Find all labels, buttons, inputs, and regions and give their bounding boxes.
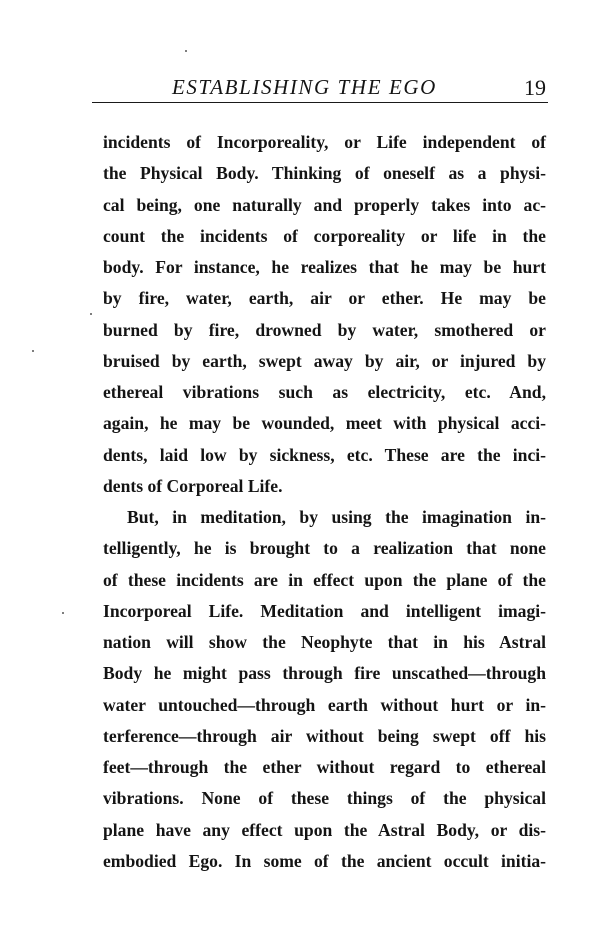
text-line: nation will show the Neophyte that in his Astral — [103, 632, 546, 652]
text-line: burned by fire, drowned by water, smothered or — [103, 319, 546, 340]
text-line: Body he might pass through fire unscathed—through — [103, 663, 546, 684]
header-rule — [92, 102, 548, 103]
scan-speck — [185, 50, 187, 52]
text-line: embodied Ego. In some of the ancient occult initia- — [103, 850, 546, 871]
text-line: of these incidents are in effect upon the plane of the — [103, 569, 546, 590]
page-number: 19 — [524, 75, 546, 100]
text-line: plane have any effect upon the Astral Body, or dis- — [103, 819, 546, 840]
text-line: by fire, water, earth, air or ether. He may be — [103, 288, 546, 309]
text-line: water untouched—through earth without hurt or in- — [103, 694, 546, 715]
text-line: Incorporeal Life. Meditation and intelligent imagi- — [103, 600, 546, 621]
text-line: bruised by earth, swept away by air, or injured by — [103, 350, 546, 371]
text-line: terference—through air without being swept off his — [103, 725, 546, 746]
text-line: dents, laid low by sickness, etc. These are the inci- — [103, 444, 546, 465]
text-line: vibrations. None of these things of the physical — [103, 788, 546, 809]
text-line: the Physical Body. Thinking of oneself as a physi- — [103, 163, 546, 184]
scan-speck — [62, 612, 64, 614]
text-line: But, in meditation, by using the imagination in- — [127, 507, 546, 527]
text-line: telligently, he is brought to a realization that none — [103, 538, 546, 559]
text-line: body. For instance, he realizes that he may be hurt — [103, 257, 546, 277]
text-line: ethereal vibrations such as electricity, etc. And, — [103, 382, 546, 402]
scan-speck — [32, 350, 34, 352]
text-line: incidents of Incorporeality, or Life independent of — [103, 132, 546, 152]
text-line: again, he may be wounded, meet with physical acci- — [103, 413, 546, 434]
text-line: dents of Corporeal Life. — [103, 475, 283, 496]
body-text — [103, 127, 546, 877]
scan-speck — [90, 313, 92, 315]
running-header — [92, 72, 548, 102]
running-title: ESTABLISHING THE EGO — [172, 75, 437, 99]
text-line: count the incidents of corporeality or life in the — [103, 225, 546, 246]
text-line: feet—through the ether without regard to ethereal — [103, 757, 546, 777]
text-line: cal being, one naturally and properly takes into ac- — [103, 194, 546, 215]
